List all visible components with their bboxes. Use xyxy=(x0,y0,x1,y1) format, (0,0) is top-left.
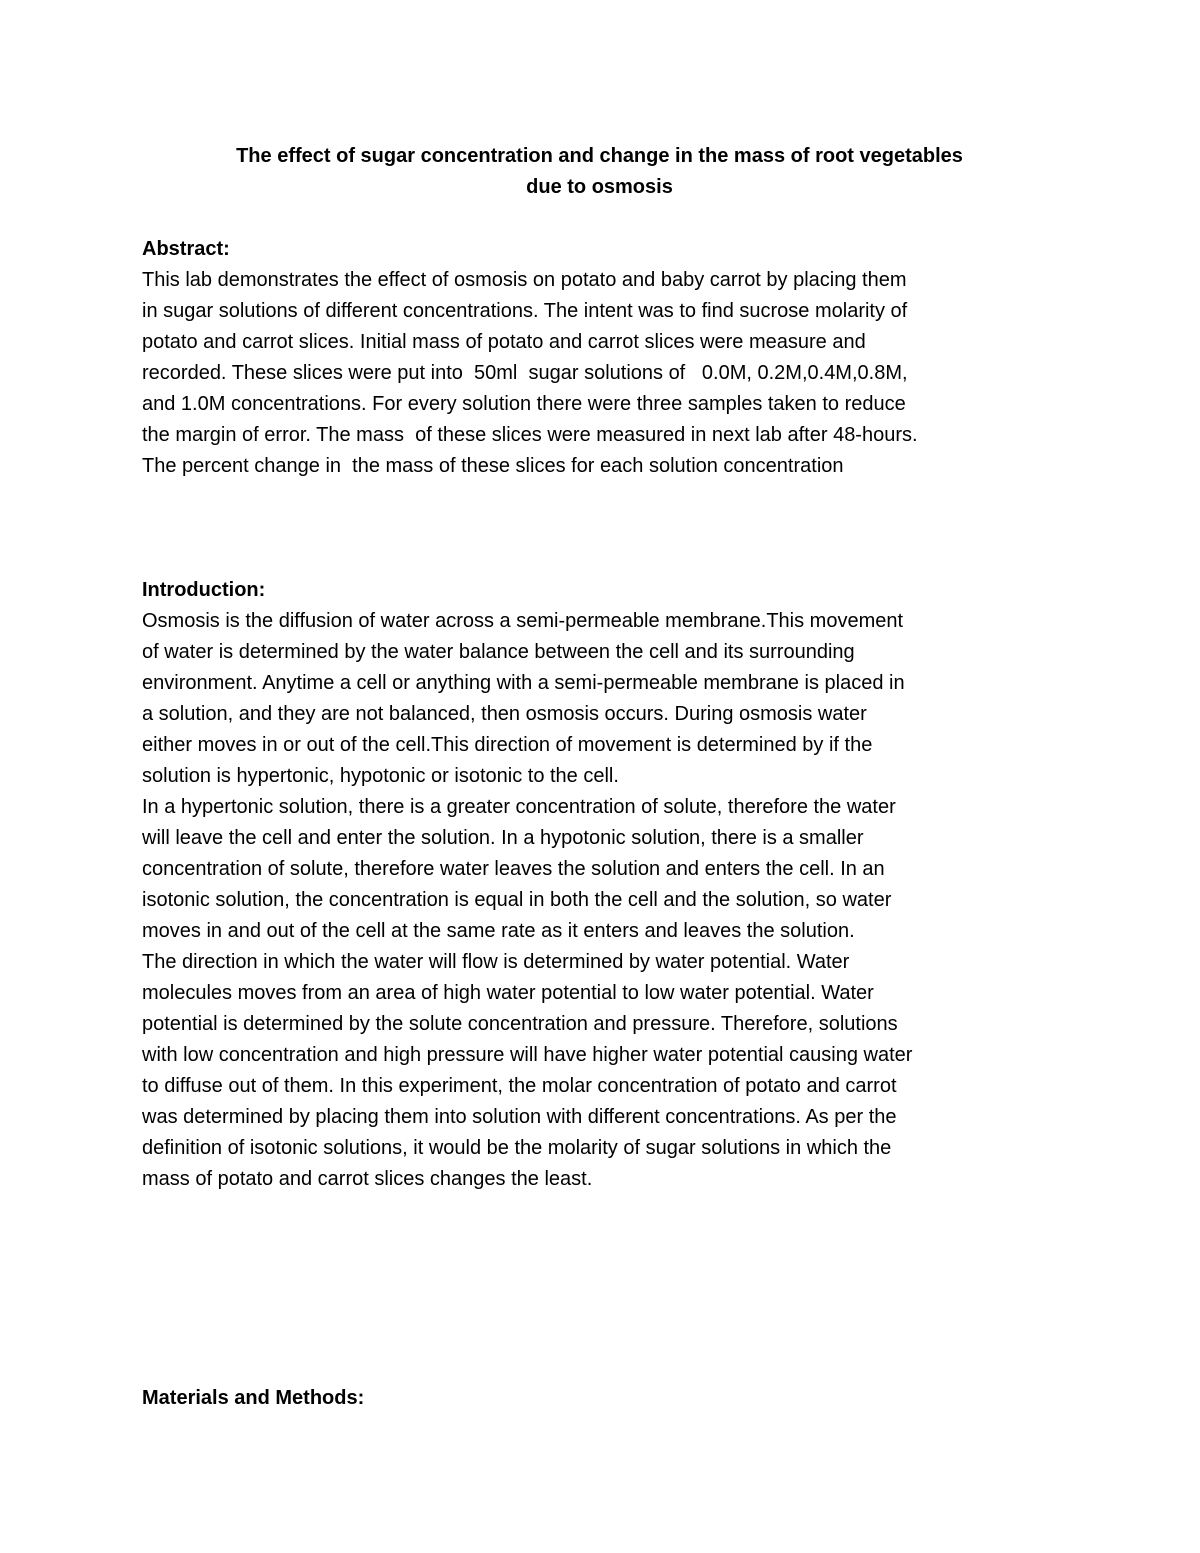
introduction-line: to diffuse out of them. In this experiment, the molar concentration of potato and carrot xyxy=(142,1075,897,1097)
abstract-line: recorded. These slices were put into 50ml sugar solutions of 0.0M, 0.2M,0.4M,0.8M, xyxy=(142,362,908,384)
introduction-line: isotonic solution, the concentration is equal in both the cell and the solution, so water xyxy=(142,889,892,911)
introduction-line: a solution, and they are not balanced, then osmosis occurs. During osmosis water xyxy=(142,703,867,725)
materials-methods-heading: Materials and Methods: xyxy=(142,1387,365,1409)
introduction-line: will leave the cell and enter the solution. In a hypotonic solution, there is a smaller xyxy=(142,827,864,849)
introduction-line: moves in and out of the cell at the same rate as it enters and leaves the solution. xyxy=(142,920,855,942)
introduction-line: definition of isotonic solutions, it would be the molarity of sugar solutions in which the xyxy=(142,1137,892,1159)
introduction-line: environment. Anytime a cell or anything with a semi-permeable membrane is placed in xyxy=(142,672,905,694)
abstract-line: This lab demonstrates the effect of osmosis on potato and baby carrot by placing them xyxy=(142,269,907,291)
abstract-line: potato and carrot slices. Initial mass of potato and carrot slices were measure and xyxy=(142,331,866,353)
introduction-line: molecules moves from an area of high water potential to low water potential. Water xyxy=(142,982,874,1004)
introduction-line: Osmosis is the diffusion of water across a semi-permeable membrane.This movement xyxy=(142,610,904,632)
introduction-line: mass of potato and carrot slices changes the least. xyxy=(142,1168,593,1190)
abstract-heading: Abstract: xyxy=(142,238,230,260)
introduction-line: concentration of solute, therefore water leaves the solution and enters the cell. In an xyxy=(142,858,885,880)
introduction-line: of water is determined by the water balance between the cell and its surrounding xyxy=(142,641,855,663)
introduction-line: The direction in which the water will flow is determined by water potential. Water xyxy=(142,951,850,973)
introduction-heading: Introduction: xyxy=(142,579,266,601)
document-title-line-2: due to osmosis xyxy=(526,176,673,198)
abstract-line: and 1.0M concentrations. For every solution there were three samples taken to reduce xyxy=(142,393,906,415)
introduction-line: solution is hypertonic, hypotonic or isotonic to the cell. xyxy=(142,765,619,787)
introduction-line: potential is determined by the solute concentration and pressure. Therefore, solutions xyxy=(142,1013,898,1035)
introduction-line: In a hypertonic solution, there is a greater concentration of solute, therefore the water xyxy=(142,796,896,818)
abstract-line: The percent change in the mass of these slices for each solution concentration xyxy=(142,455,844,477)
introduction-line: was determined by placing them into solution with different concentrations. As per the xyxy=(142,1106,897,1128)
abstract-line: in sugar solutions of different concentrations. The intent was to find sucrose molarity of xyxy=(142,300,908,322)
document-title-line-1: The effect of sugar concentration and change in the mass of root vegetables xyxy=(236,145,963,167)
introduction-line: either moves in or out of the cell.This direction of movement is determined by if the xyxy=(142,734,873,756)
abstract-line: the margin of error. The mass of these slices were measured in next lab after 48-hours. xyxy=(142,424,918,446)
introduction-line: with low concentration and high pressure will have higher water potential causing water xyxy=(142,1044,913,1066)
